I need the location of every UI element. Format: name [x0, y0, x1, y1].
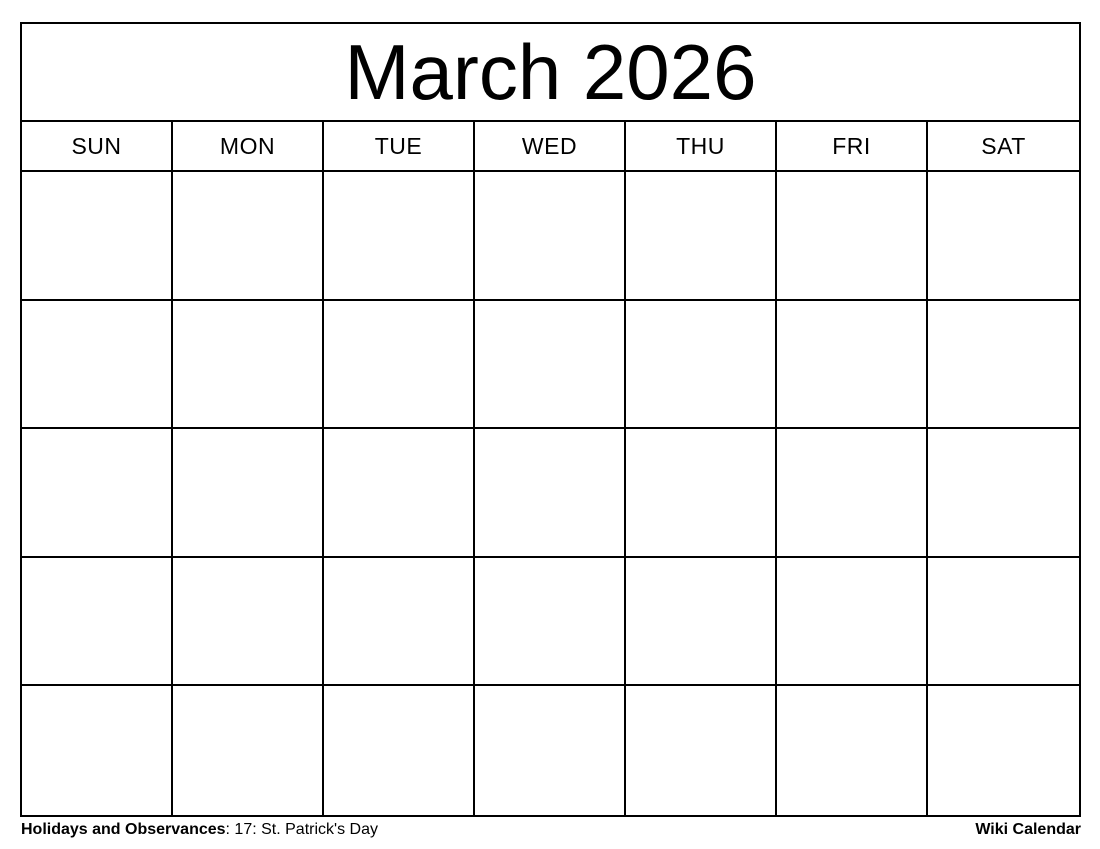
calendar-grid [20, 22, 1081, 817]
day-cell [324, 429, 475, 558]
brand-label: Wiki Calendar [975, 821, 1081, 838]
day-cell [777, 558, 928, 687]
day-cell [173, 686, 324, 815]
day-cell [928, 429, 1079, 558]
day-cell [475, 172, 626, 301]
day-cell [626, 558, 777, 687]
day-cell [928, 172, 1079, 301]
day-cell [173, 301, 324, 430]
weekday-header-row [22, 122, 1079, 172]
day-cell [475, 686, 626, 815]
day-cell [22, 172, 173, 301]
day-cell [777, 301, 928, 430]
weekday-header-sun: SUN [22, 122, 173, 170]
day-cell [475, 558, 626, 687]
holidays-note [21, 820, 378, 840]
weekday-header-wed: WED [475, 122, 626, 170]
footer [21, 820, 1081, 840]
day-cell [475, 301, 626, 430]
day-cell [173, 558, 324, 687]
day-cell [324, 172, 475, 301]
day-cell [324, 686, 475, 815]
weekday-header-mon: MON [173, 122, 324, 170]
weekday-header-sat: SAT [981, 132, 1026, 159]
day-cell [324, 558, 475, 687]
day-cell [777, 172, 928, 301]
day-cell [22, 301, 173, 430]
calendar-title: March 2026 [22, 24, 1079, 122]
day-cell [324, 301, 475, 430]
day-cell [173, 172, 324, 301]
weekday-header-tue: TUE [324, 122, 475, 170]
day-cell [173, 429, 324, 558]
day-cell [777, 686, 928, 815]
day-cell [777, 429, 928, 558]
weekday-header-thu: THU [626, 122, 777, 170]
day-cell [22, 558, 173, 687]
day-cell [626, 301, 777, 430]
day-cell [22, 429, 173, 558]
day-cell [928, 686, 1079, 815]
day-grid [22, 172, 1079, 815]
holidays-text: : 17: St. Patrick's Day [225, 821, 378, 838]
day-cell [22, 686, 173, 815]
day-cell [928, 558, 1079, 687]
holidays-label: Holidays and Observances [21, 821, 226, 838]
day-cell [626, 429, 777, 558]
day-cell [626, 172, 777, 301]
day-cell [626, 686, 777, 815]
day-cell [928, 301, 1079, 430]
day-cell [475, 429, 626, 558]
weekday-header-fri: FRI [777, 122, 928, 170]
